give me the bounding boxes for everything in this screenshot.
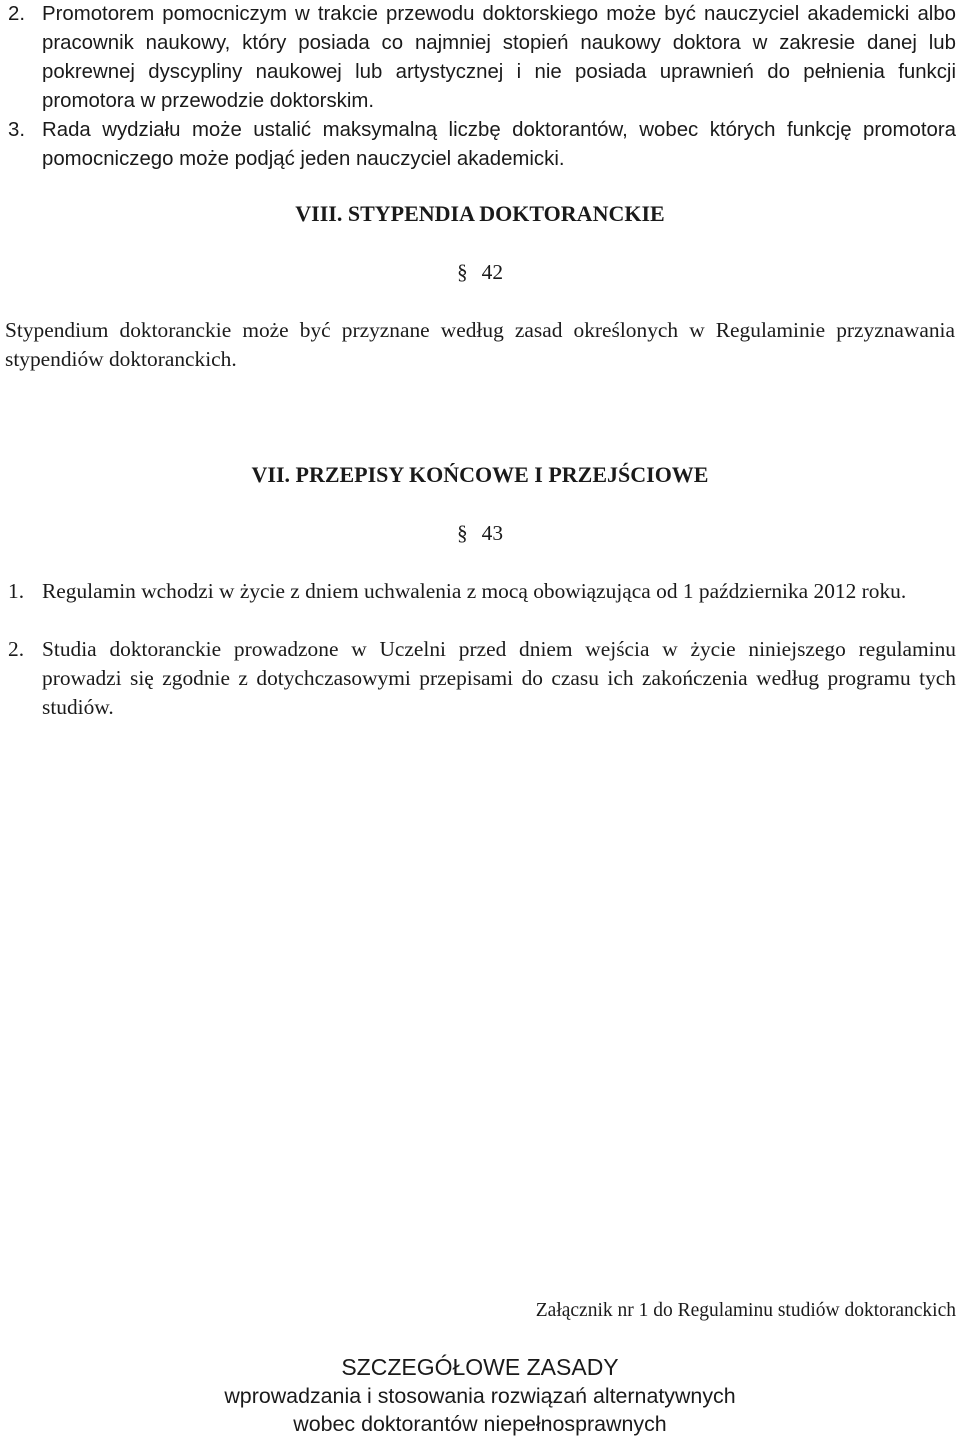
list-item	[8, 577, 956, 606]
list-item-number: 2.	[8, 3, 26, 25]
annex-title-block	[0, 1352, 960, 1438]
section-viii-text: Stypendium doktoranckie może być przyznane według zasad określonych w Regulaminie przyznawania stypendiów doktoranckich.	[5, 318, 955, 371]
paragraph-number: 42	[481, 260, 504, 284]
list-item-number: 2.	[8, 637, 25, 661]
list-item-text: Rada wydziału może ustalić maksymalną liczbę doktorantów, wobec których funkcję promotora pomocniczego może podjąć jeden nauczyciel akademicki.	[42, 119, 956, 170]
section-heading-vii: VII. PRZEPISY KOŃCOWE I PRZEJŚCIOWE	[251, 462, 709, 487]
paragraph-symbol: §	[456, 521, 468, 545]
annex-subtitle-line2: wobec doktorantów niepełnosprawnych	[293, 1412, 667, 1436]
list-item-number: 3.	[8, 119, 26, 141]
paragraph-number-43	[0, 518, 960, 548]
annex-label: Załącznik nr 1 do Regulaminu studiów doktoranckich	[535, 1300, 956, 1321]
list-item	[8, 116, 956, 174]
annex-title: SZCZEGÓŁOWE ZASADY	[341, 1354, 619, 1380]
annex-subtitle-line1: wprowadzania i stosowania rozwiązań alternatywnych	[224, 1384, 736, 1408]
list-item-text: Promotorem pomocniczym w trakcie przewodu doktorskiego może być nauczyciel akademicki albo pracownik naukowy, który posiada co najmniej stopień naukowy doktora w zakresie danej lub pokrewnej dyscypliny naukowej lub artystycznej i nie posiada uprawnień do pełnienia funkcji promotora w przewodzie doktorskim.	[42, 3, 956, 112]
paragraph-number: 43	[481, 521, 504, 545]
list-item	[8, 0, 956, 116]
list-item-text: Regulamin wchodzi w życie z dniem uchwalenia z mocą obowiązująca od 1 października 2012 roku.	[42, 579, 907, 603]
paragraph-number-42	[0, 257, 960, 287]
list-item	[8, 635, 956, 722]
list-item-text: Studia doktoranckie prowadzone w Uczelni przed dniem wejścia w życie niniejszego regulaminu prowadzi się zgodnie z dotychczasowymi przepisami do czasu ich zakończenia według programu tych studiów.	[42, 637, 956, 719]
section-heading-viii: VIII. STYPENDIA DOKTORANCKIE	[295, 201, 665, 226]
list-item-number: 1.	[8, 579, 25, 603]
paragraph-symbol: §	[456, 260, 468, 284]
